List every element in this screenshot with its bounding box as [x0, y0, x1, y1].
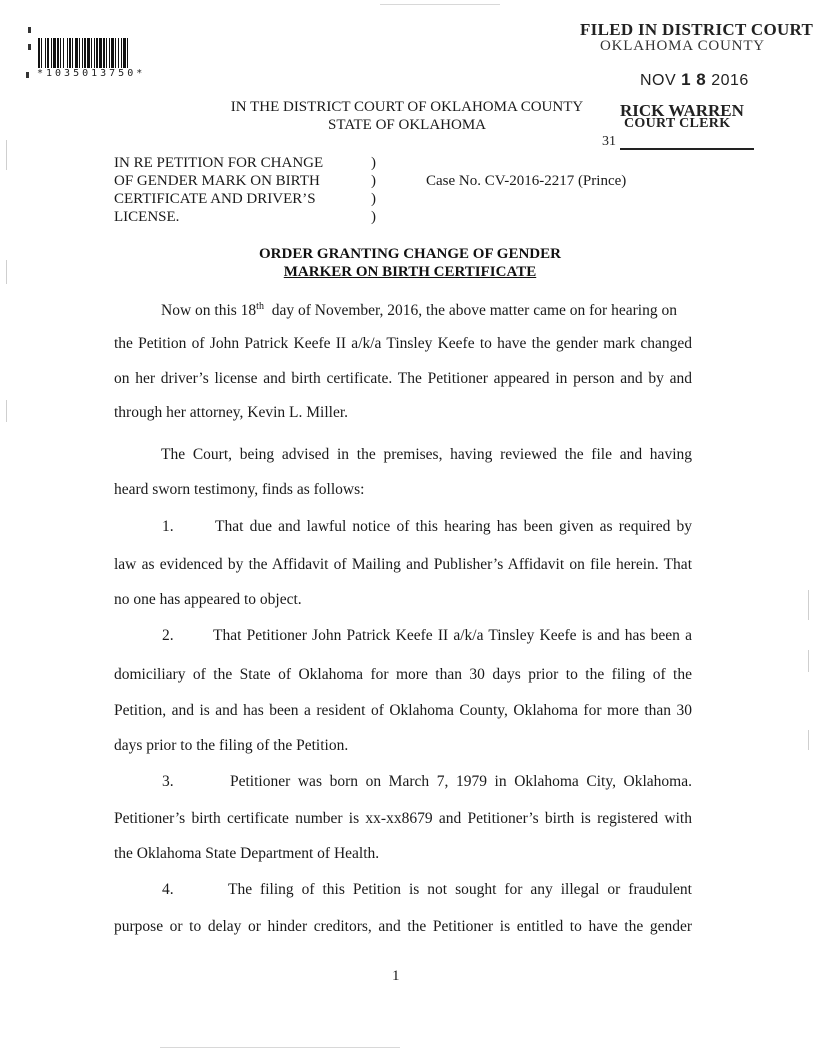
- clerk-signature-line: [620, 148, 754, 150]
- paragraph-line: no one has appeared to object.: [114, 591, 302, 608]
- paragraph-line: the Oklahoma State Department of Health.: [114, 845, 380, 862]
- case-number: Case No. CV-2016-2217 (Prince): [426, 173, 627, 189]
- scan-edge-mark: [6, 140, 7, 170]
- caption-line: CERTIFICATE AND DRIVER’S: [114, 191, 316, 207]
- scan-edge-mark: [808, 730, 809, 750]
- court-clerk-name: RICK WARREN: [620, 101, 744, 120]
- paragraph-line: The Court, being advised in the premises, having reviewed the file and having: [161, 446, 692, 463]
- paragraph-line: on her driver’s license and birth certificate. The Petitioner appeared in person and by and: [114, 370, 692, 387]
- finding-number: 1.: [162, 518, 174, 535]
- paragraph-line: days prior to the filing of the Petition.: [114, 737, 349, 754]
- scan-dot: [26, 72, 29, 78]
- scan-edge-mark: [6, 260, 7, 284]
- order-subtitle: MARKER ON BIRTH CERTIFICATE: [283, 264, 537, 280]
- paragraph-line: the Petition of John Patrick Keefe II a/k/a Tinsley Keefe to have the gender mark changed: [114, 335, 692, 352]
- filed-date-day: 1 8: [681, 70, 707, 89]
- court-clerk-title: COURT CLERK: [624, 116, 731, 131]
- paragraph-line: The filing of this Petition is not sought for any illegal or fraudulent: [228, 881, 692, 898]
- paragraph-line: domiciliary of the State of Oklahoma for more than 30 days prior to the filing of the: [114, 666, 692, 683]
- paragraph-line: That due and lawful notice of this hearing has been given as required by: [215, 518, 692, 535]
- filed-stamp-county: OKLAHOMA COUNTY: [600, 38, 765, 54]
- finding-number: 4.: [162, 881, 174, 898]
- order-title: ORDER GRANTING CHANGE OF GENDER: [259, 246, 561, 262]
- court-name: IN THE DISTRICT COURT OF OKLAHOMA COUNTY: [230, 99, 584, 115]
- barcode-number: *1035013750*: [37, 68, 146, 79]
- scan-edge-mark: [6, 400, 7, 422]
- scan-dot: [28, 27, 31, 33]
- barcode-bar: [128, 38, 130, 68]
- scan-edge-mark: [808, 650, 809, 672]
- paragraph-line: Petition, and is and has been a resident of Oklahoma County, Oklahoma for more than 30: [114, 702, 692, 719]
- clerk-number: 31: [602, 134, 616, 149]
- paragraph-line: purpose or to delay or hinder creditors, and the Petitioner is entitled to have the gender: [114, 918, 692, 935]
- filed-date-month: NOV: [640, 72, 682, 89]
- caption-line: IN RE PETITION FOR CHANGE: [114, 155, 324, 171]
- caption-line: OF GENDER MARK ON BIRTH: [114, 173, 320, 189]
- finding-number: 2.: [162, 627, 174, 644]
- ordinal-suffix: th: [256, 301, 264, 312]
- court-state: STATE OF OKLAHOMA: [328, 117, 486, 133]
- finding-number: 3.: [162, 773, 174, 790]
- barcode: [38, 38, 188, 68]
- scan-edge-mark: [808, 590, 809, 620]
- filed-stamp-date: [640, 70, 749, 90]
- paragraph-line: heard sworn testimony, finds as follows:: [114, 481, 365, 498]
- case-caption: [114, 154, 354, 226]
- text-span: day of November, 2016, the above matter came on for hearing on: [263, 302, 677, 320]
- scan-bottom-mark: [160, 1047, 400, 1048]
- text-span: Now on this 18: [161, 302, 257, 320]
- paragraph-line: Petitioner’s birth certificate number is xx-xx8679 and Petitioner’s birth is registered with: [114, 810, 692, 827]
- paragraph-line: through her attorney, Kevin L. Miller.: [114, 404, 349, 421]
- filed-date-year: 2016: [706, 72, 749, 89]
- caption-line: LICENSE.: [114, 209, 180, 225]
- paragraph-line: Petitioner was born on March 7, 1979 in Oklahoma City, Oklahoma.: [230, 773, 692, 790]
- filed-stamp-heading: FILED IN DISTRICT COURT: [580, 20, 814, 39]
- scan-dot: [28, 44, 31, 50]
- paragraph-line: That Petitioner John Patrick Keefe II a/k/a Tinsley Keefe is and has been a: [213, 627, 692, 644]
- caption-brackets: ) ) ) ): [371, 155, 376, 225]
- scan-top-mark: [380, 4, 500, 5]
- page-number: 1: [392, 968, 400, 984]
- paragraph-line: [161, 301, 692, 320]
- paragraph-line: law as evidenced by the Affidavit of Mailing and Publisher’s Affidavit on file herein. That: [114, 556, 692, 573]
